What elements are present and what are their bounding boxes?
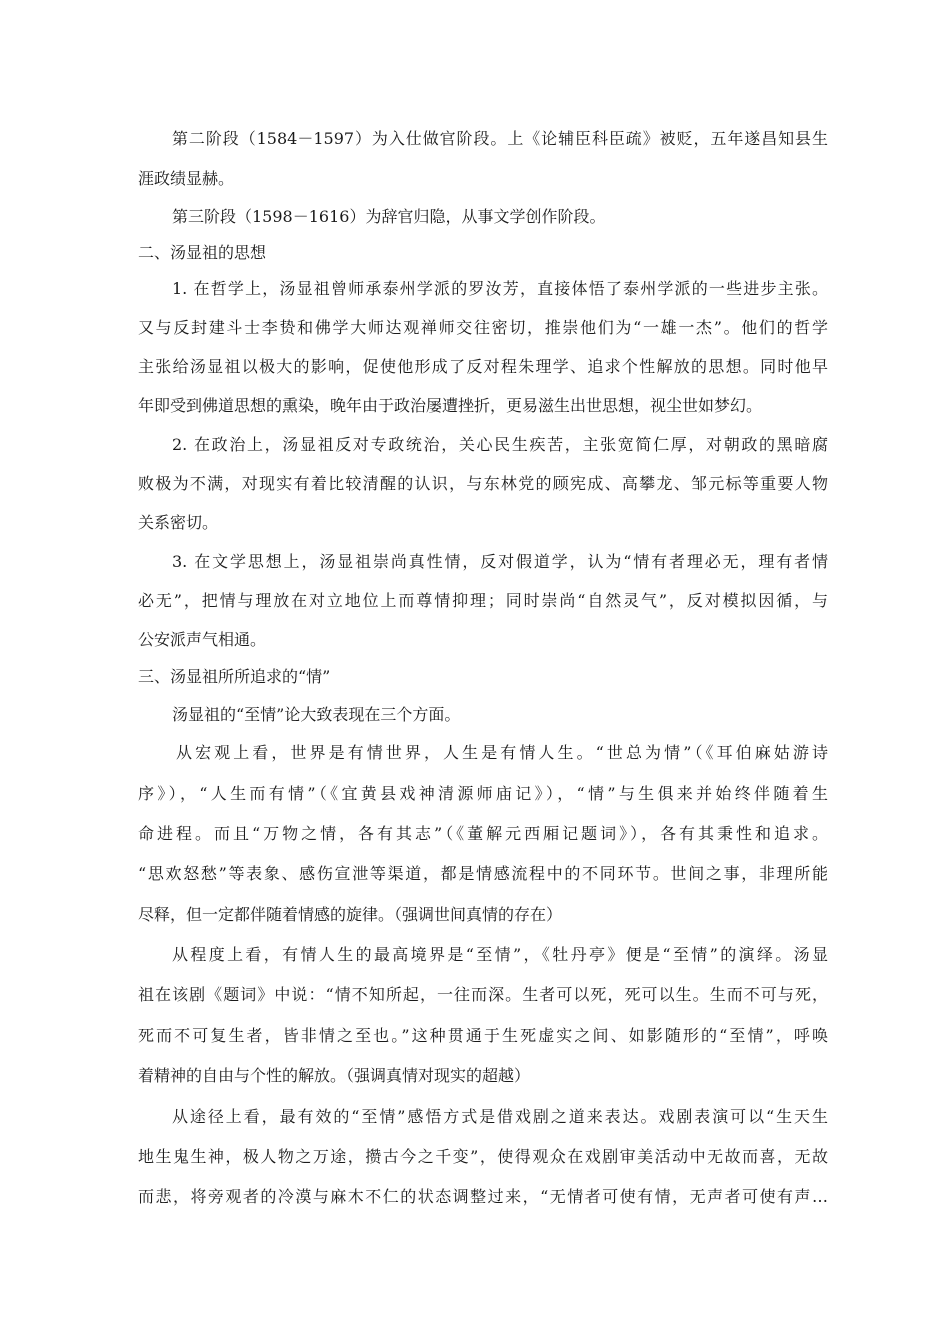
- paragraph-politics-line-3: 关系密切。: [138, 513, 219, 532]
- paragraph-stage-two-line-2: 涯政绩显赫。: [138, 169, 235, 188]
- paragraph-macro-line-2: 序》），“人生而有情”（《宜黄县戏神清源师庙记》），“情”与生俱来并始终伴随着生: [138, 784, 828, 803]
- paragraph-path-line-1: 从途径上看，最有效的“至情”感悟方式是借戏剧之道来表达。戏剧表演可以“生天生: [172, 1107, 828, 1126]
- paragraph-stage-two-line-1: 第二阶段（1584－1597）为入仕做官阶段。上《论辅臣科臣疏》被贬，五年遂昌知县生: [172, 129, 828, 148]
- section-heading-thought: 二、汤显祖的思想: [138, 243, 267, 262]
- paragraph-philosophy-line-3: 主张给汤显祖以极大的影响，促使他形成了反对程朱理学、追求个性解放的思想。同时他早: [138, 357, 828, 376]
- paragraph-path-line-2: 地生鬼生神，极人物之万途，攒古今之千变”，使得观众在戏剧审美活动中无故而喜，无故: [138, 1147, 828, 1166]
- paragraph-zhiqing-intro: 汤显祖的“至情”论大致表现在三个方面。: [172, 705, 461, 724]
- paragraph-philosophy-line-2: 又与反封建斗士李贽和佛学大师达观禅师交往密切，推崇他们为“一雄一杰”。他们的哲学: [138, 318, 828, 337]
- paragraph-degree-line-1: 从程度上看，有情人生的最高境界是“至情”，《牡丹亭》便是“至情”的演绎。汤显: [172, 945, 828, 964]
- paragraph-literature-line-2: 必无”，把情与理放在对立地位上而尊情抑理；同时崇尚“自然灵气”，反对模拟因循，与: [138, 591, 828, 610]
- paragraph-degree-line-3: 死而不可复生者，皆非情之至也。”这种贯通于生死虚实之间、如影随形的“至情”，呼唤: [138, 1026, 828, 1045]
- paragraph-degree-line-2: 祖在该剧《题词》中说：“情不知所起，一往而深。生者可以死，死可以生。生而不可与死，: [138, 985, 828, 1004]
- paragraph-politics-line-2: 败极为不满，对现实有着比较清醒的认识，与东林党的顾宪成、高攀龙、邹元标等重要人物: [138, 474, 828, 493]
- paragraph-macro-line-1: 从宏观上看，世界是有情世界，人生是有情人生。“世总为情”（《耳伯麻姑游诗: [176, 743, 828, 762]
- paragraph-literature-line-3: 公安派声气相通。: [138, 630, 267, 649]
- paragraph-path-line-3: 而悲，将旁观者的冷漠与麻木不仁的状态调整过来，“无情者可使有情，无声者可使有声…: [138, 1187, 828, 1206]
- paragraph-macro-line-4: “思欢怒愁”等表象、感伤宣泄等渠道，都是情感流程中的不同环节。世间之事，非理所能: [138, 864, 828, 883]
- section-heading-qing: 三、汤显祖所所追求的“情”: [138, 667, 331, 686]
- paragraph-literature-line-1: 3. 在文学思想上，汤显祖崇尚真性情，反对假道学，认为“情有者理必无，理有者情: [172, 552, 828, 571]
- paragraph-stage-three: 第三阶段（1598－1616）为辞官归隐，从事文学创作阶段。: [172, 207, 606, 226]
- paragraph-philosophy-line-1: 1. 在哲学上，汤显祖曾师承泰州学派的罗汝芳，直接体悟了泰州学派的一些进步主张。: [172, 279, 828, 298]
- paragraph-macro-line-3: 命进程。而且“万物之情，各有其志”（《董解元西厢记题词》），各有其秉性和追求。: [138, 824, 828, 843]
- paragraph-philosophy-line-4: 年即受到佛道思想的熏染，晚年由于政治屡遭挫折，更易滋生出世思想，视尘世如梦幻。: [138, 396, 763, 415]
- paragraph-degree-line-4: 着精神的自由与个性的解放。（强调真情对现实的超越）: [138, 1066, 531, 1085]
- paragraph-politics-line-1: 2. 在政治上，汤显祖反对专政统治，关心民生疾苦，主张宽简仁厚，对朝政的黑暗腐: [172, 435, 828, 454]
- paragraph-macro-line-5: 尽释，但一定都伴随着情感的旋律。（强调世间真情的存在）: [138, 905, 563, 924]
